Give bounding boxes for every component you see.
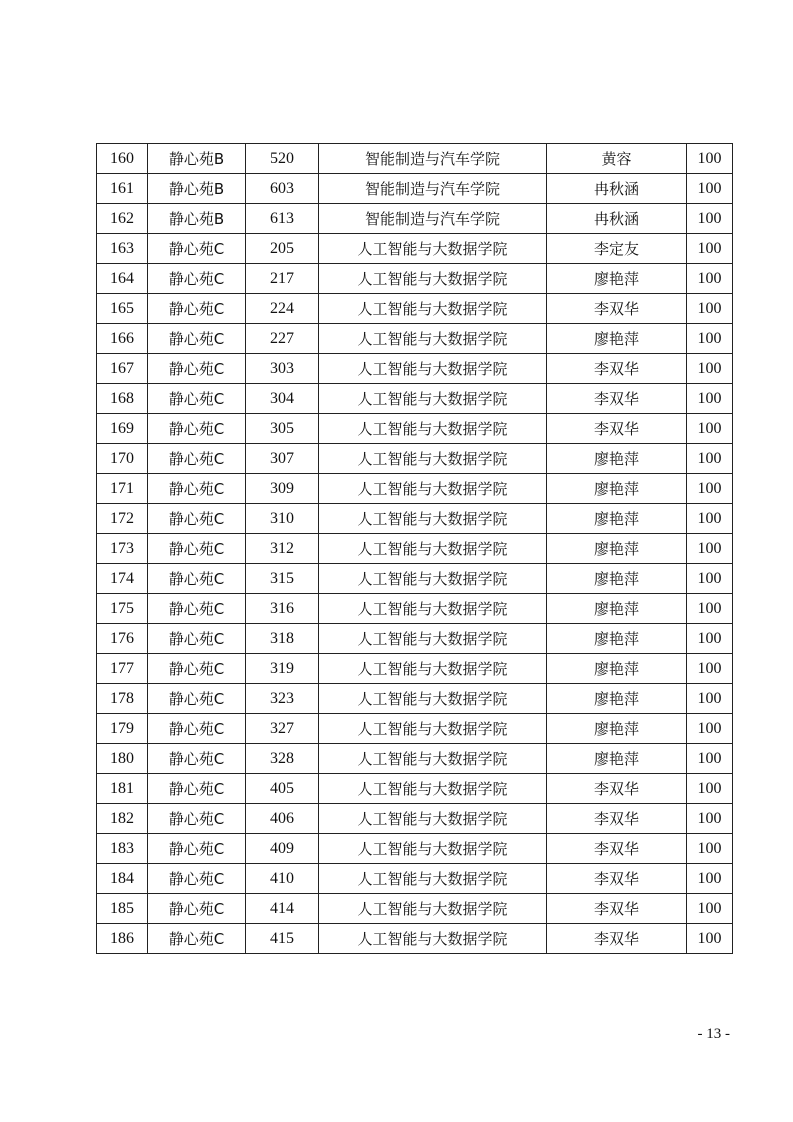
building-cell: 静心苑C — [148, 744, 246, 774]
table-row — [97, 204, 733, 234]
college-cell: 智能制造与汽车学院 — [319, 144, 547, 174]
table-row — [97, 744, 733, 774]
score-cell: 100 — [687, 444, 733, 474]
room-number-cell: 409 — [246, 834, 319, 864]
college-cell: 人工智能与大数据学院 — [319, 264, 547, 294]
building-cell: 静心苑C — [148, 534, 246, 564]
table-row — [97, 534, 733, 564]
room-number-cell: 315 — [246, 564, 319, 594]
score-cell: 100 — [687, 564, 733, 594]
score-cell: 100 — [687, 684, 733, 714]
score-cell: 100 — [687, 624, 733, 654]
counselor-cell: 冉秋涵 — [547, 204, 687, 234]
counselor-cell: 廖艳萍 — [547, 504, 687, 534]
college-cell: 人工智能与大数据学院 — [319, 714, 547, 744]
row-index-cell: 171 — [97, 474, 148, 504]
room-number-cell: 613 — [246, 204, 319, 234]
building-cell: 静心苑C — [148, 294, 246, 324]
score-cell: 100 — [687, 144, 733, 174]
row-index-cell: 181 — [97, 774, 148, 804]
room-number-cell: 406 — [246, 804, 319, 834]
score-cell: 100 — [687, 594, 733, 624]
building-cell: 静心苑C — [148, 564, 246, 594]
table-row — [97, 324, 733, 354]
college-cell: 人工智能与大数据学院 — [319, 234, 547, 264]
row-index-cell: 183 — [97, 834, 148, 864]
score-cell: 100 — [687, 534, 733, 564]
table-row — [97, 414, 733, 444]
table-row — [97, 234, 733, 264]
row-index-cell: 168 — [97, 384, 148, 414]
college-cell: 人工智能与大数据学院 — [319, 384, 547, 414]
college-cell: 人工智能与大数据学院 — [319, 294, 547, 324]
score-cell: 100 — [687, 414, 733, 444]
college-cell: 人工智能与大数据学院 — [319, 354, 547, 384]
building-cell: 静心苑C — [148, 594, 246, 624]
college-cell: 人工智能与大数据学院 — [319, 834, 547, 864]
score-cell: 100 — [687, 834, 733, 864]
college-cell: 人工智能与大数据学院 — [319, 534, 547, 564]
counselor-cell: 廖艳萍 — [547, 714, 687, 744]
score-cell: 100 — [687, 504, 733, 534]
counselor-cell: 廖艳萍 — [547, 684, 687, 714]
counselor-cell: 廖艳萍 — [547, 324, 687, 354]
score-cell: 100 — [687, 654, 733, 684]
row-index-cell: 186 — [97, 924, 148, 954]
table-row — [97, 564, 733, 594]
row-index-cell: 167 — [97, 354, 148, 384]
table-row — [97, 864, 733, 894]
room-number-cell: 316 — [246, 594, 319, 624]
college-cell: 人工智能与大数据学院 — [319, 894, 547, 924]
room-number-cell: 327 — [246, 714, 319, 744]
score-cell: 100 — [687, 924, 733, 954]
building-cell: 静心苑C — [148, 714, 246, 744]
room-number-cell: 310 — [246, 504, 319, 534]
score-cell: 100 — [687, 354, 733, 384]
building-cell: 静心苑C — [148, 264, 246, 294]
score-cell: 100 — [687, 204, 733, 234]
building-cell: 静心苑C — [148, 444, 246, 474]
row-index-cell: 185 — [97, 894, 148, 924]
college-cell: 人工智能与大数据学院 — [319, 564, 547, 594]
counselor-cell: 李双华 — [547, 354, 687, 384]
college-cell: 人工智能与大数据学院 — [319, 744, 547, 774]
counselor-cell: 廖艳萍 — [547, 534, 687, 564]
counselor-cell: 廖艳萍 — [547, 624, 687, 654]
table-row — [97, 834, 733, 864]
row-index-cell: 160 — [97, 144, 148, 174]
room-number-cell: 328 — [246, 744, 319, 774]
room-number-cell: 520 — [246, 144, 319, 174]
row-index-cell: 170 — [97, 444, 148, 474]
college-cell: 人工智能与大数据学院 — [319, 924, 547, 954]
counselor-cell: 廖艳萍 — [547, 654, 687, 684]
score-cell: 100 — [687, 294, 733, 324]
table-row — [97, 444, 733, 474]
building-cell: 静心苑C — [148, 474, 246, 504]
college-cell: 人工智能与大数据学院 — [319, 624, 547, 654]
room-number-cell: 217 — [246, 264, 319, 294]
building-cell: 静心苑C — [148, 234, 246, 264]
college-cell: 人工智能与大数据学院 — [319, 594, 547, 624]
room-number-cell: 319 — [246, 654, 319, 684]
room-number-cell: 205 — [246, 234, 319, 264]
college-cell: 人工智能与大数据学院 — [319, 444, 547, 474]
room-number-cell: 405 — [246, 774, 319, 804]
row-index-cell: 166 — [97, 324, 148, 354]
table-row — [97, 294, 733, 324]
row-index-cell: 180 — [97, 744, 148, 774]
score-cell: 100 — [687, 894, 733, 924]
building-cell: 静心苑C — [148, 774, 246, 804]
row-index-cell: 164 — [97, 264, 148, 294]
building-cell: 静心苑C — [148, 864, 246, 894]
page-number: - 13 - — [697, 1026, 730, 1042]
room-number-cell: 304 — [246, 384, 319, 414]
building-cell: 静心苑C — [148, 384, 246, 414]
counselor-cell: 李双华 — [547, 294, 687, 324]
counselor-cell: 李双华 — [547, 384, 687, 414]
counselor-cell: 李定友 — [547, 234, 687, 264]
college-cell: 人工智能与大数据学院 — [319, 414, 547, 444]
building-cell: 静心苑C — [148, 624, 246, 654]
room-number-cell: 603 — [246, 174, 319, 204]
score-cell: 100 — [687, 174, 733, 204]
college-cell: 人工智能与大数据学院 — [319, 324, 547, 354]
college-cell: 人工智能与大数据学院 — [319, 654, 547, 684]
row-index-cell: 184 — [97, 864, 148, 894]
score-cell: 100 — [687, 474, 733, 504]
table-row — [97, 174, 733, 204]
table-row — [97, 264, 733, 294]
score-cell: 100 — [687, 744, 733, 774]
row-index-cell: 169 — [97, 414, 148, 444]
table-row — [97, 714, 733, 744]
building-cell: 静心苑C — [148, 924, 246, 954]
table-body — [97, 144, 733, 954]
college-cell: 人工智能与大数据学院 — [319, 804, 547, 834]
room-number-cell: 307 — [246, 444, 319, 474]
row-index-cell: 173 — [97, 534, 148, 564]
building-cell: 静心苑C — [148, 354, 246, 384]
counselor-cell: 廖艳萍 — [547, 564, 687, 594]
table-row — [97, 654, 733, 684]
building-cell: 静心苑C — [148, 684, 246, 714]
score-cell: 100 — [687, 324, 733, 354]
building-cell: 静心苑C — [148, 804, 246, 834]
score-cell: 100 — [687, 864, 733, 894]
row-index-cell: 177 — [97, 654, 148, 684]
room-number-cell: 309 — [246, 474, 319, 504]
table-row — [97, 624, 733, 654]
row-index-cell: 175 — [97, 594, 148, 624]
score-cell: 100 — [687, 774, 733, 804]
room-number-cell: 415 — [246, 924, 319, 954]
room-number-cell: 303 — [246, 354, 319, 384]
building-cell: 静心苑C — [148, 834, 246, 864]
college-cell: 人工智能与大数据学院 — [319, 504, 547, 534]
college-cell: 智能制造与汽车学院 — [319, 174, 547, 204]
counselor-cell: 廖艳萍 — [547, 264, 687, 294]
building-cell: 静心苑C — [148, 504, 246, 534]
counselor-cell: 李双华 — [547, 414, 687, 444]
table-row — [97, 354, 733, 384]
counselor-cell: 廖艳萍 — [547, 594, 687, 624]
row-index-cell: 176 — [97, 624, 148, 654]
row-index-cell: 172 — [97, 504, 148, 534]
row-index-cell: 165 — [97, 294, 148, 324]
counselor-cell: 廖艳萍 — [547, 474, 687, 504]
college-cell: 人工智能与大数据学院 — [319, 864, 547, 894]
building-cell: 静心苑C — [148, 654, 246, 684]
score-cell: 100 — [687, 234, 733, 264]
table-row — [97, 804, 733, 834]
table-row — [97, 144, 733, 174]
counselor-cell: 廖艳萍 — [547, 444, 687, 474]
score-cell: 100 — [687, 384, 733, 414]
score-cell: 100 — [687, 264, 733, 294]
building-cell: 静心苑B — [148, 144, 246, 174]
college-cell: 人工智能与大数据学院 — [319, 774, 547, 804]
table-row — [97, 684, 733, 714]
table-row — [97, 924, 733, 954]
building-cell: 静心苑B — [148, 204, 246, 234]
college-cell: 人工智能与大数据学院 — [319, 684, 547, 714]
score-cell: 100 — [687, 804, 733, 834]
room-number-cell: 414 — [246, 894, 319, 924]
counselor-cell: 李双华 — [547, 834, 687, 864]
row-index-cell: 178 — [97, 684, 148, 714]
room-number-cell: 323 — [246, 684, 319, 714]
counselor-cell: 李双华 — [547, 864, 687, 894]
counselor-cell: 李双华 — [547, 924, 687, 954]
college-cell: 智能制造与汽车学院 — [319, 204, 547, 234]
college-cell: 人工智能与大数据学院 — [319, 474, 547, 504]
row-index-cell: 174 — [97, 564, 148, 594]
room-number-cell: 227 — [246, 324, 319, 354]
room-number-cell: 305 — [246, 414, 319, 444]
counselor-cell: 黄容 — [547, 144, 687, 174]
table-row — [97, 594, 733, 624]
counselor-cell: 李双华 — [547, 894, 687, 924]
building-cell: 静心苑C — [148, 324, 246, 354]
row-index-cell: 182 — [97, 804, 148, 834]
row-index-cell: 162 — [97, 204, 148, 234]
row-index-cell: 161 — [97, 174, 148, 204]
room-number-cell: 224 — [246, 294, 319, 324]
dormitory-score-table — [96, 143, 733, 954]
room-number-cell: 318 — [246, 624, 319, 654]
counselor-cell: 李双华 — [547, 804, 687, 834]
building-cell: 静心苑B — [148, 174, 246, 204]
counselor-cell: 冉秋涵 — [547, 174, 687, 204]
building-cell: 静心苑C — [148, 894, 246, 924]
table-row — [97, 384, 733, 414]
room-number-cell: 312 — [246, 534, 319, 564]
table-row — [97, 894, 733, 924]
table-row — [97, 774, 733, 804]
room-number-cell: 410 — [246, 864, 319, 894]
table-row — [97, 474, 733, 504]
row-index-cell: 179 — [97, 714, 148, 744]
counselor-cell: 廖艳萍 — [547, 744, 687, 774]
score-cell: 100 — [687, 714, 733, 744]
counselor-cell: 李双华 — [547, 774, 687, 804]
table-row — [97, 504, 733, 534]
row-index-cell: 163 — [97, 234, 148, 264]
building-cell: 静心苑C — [148, 414, 246, 444]
